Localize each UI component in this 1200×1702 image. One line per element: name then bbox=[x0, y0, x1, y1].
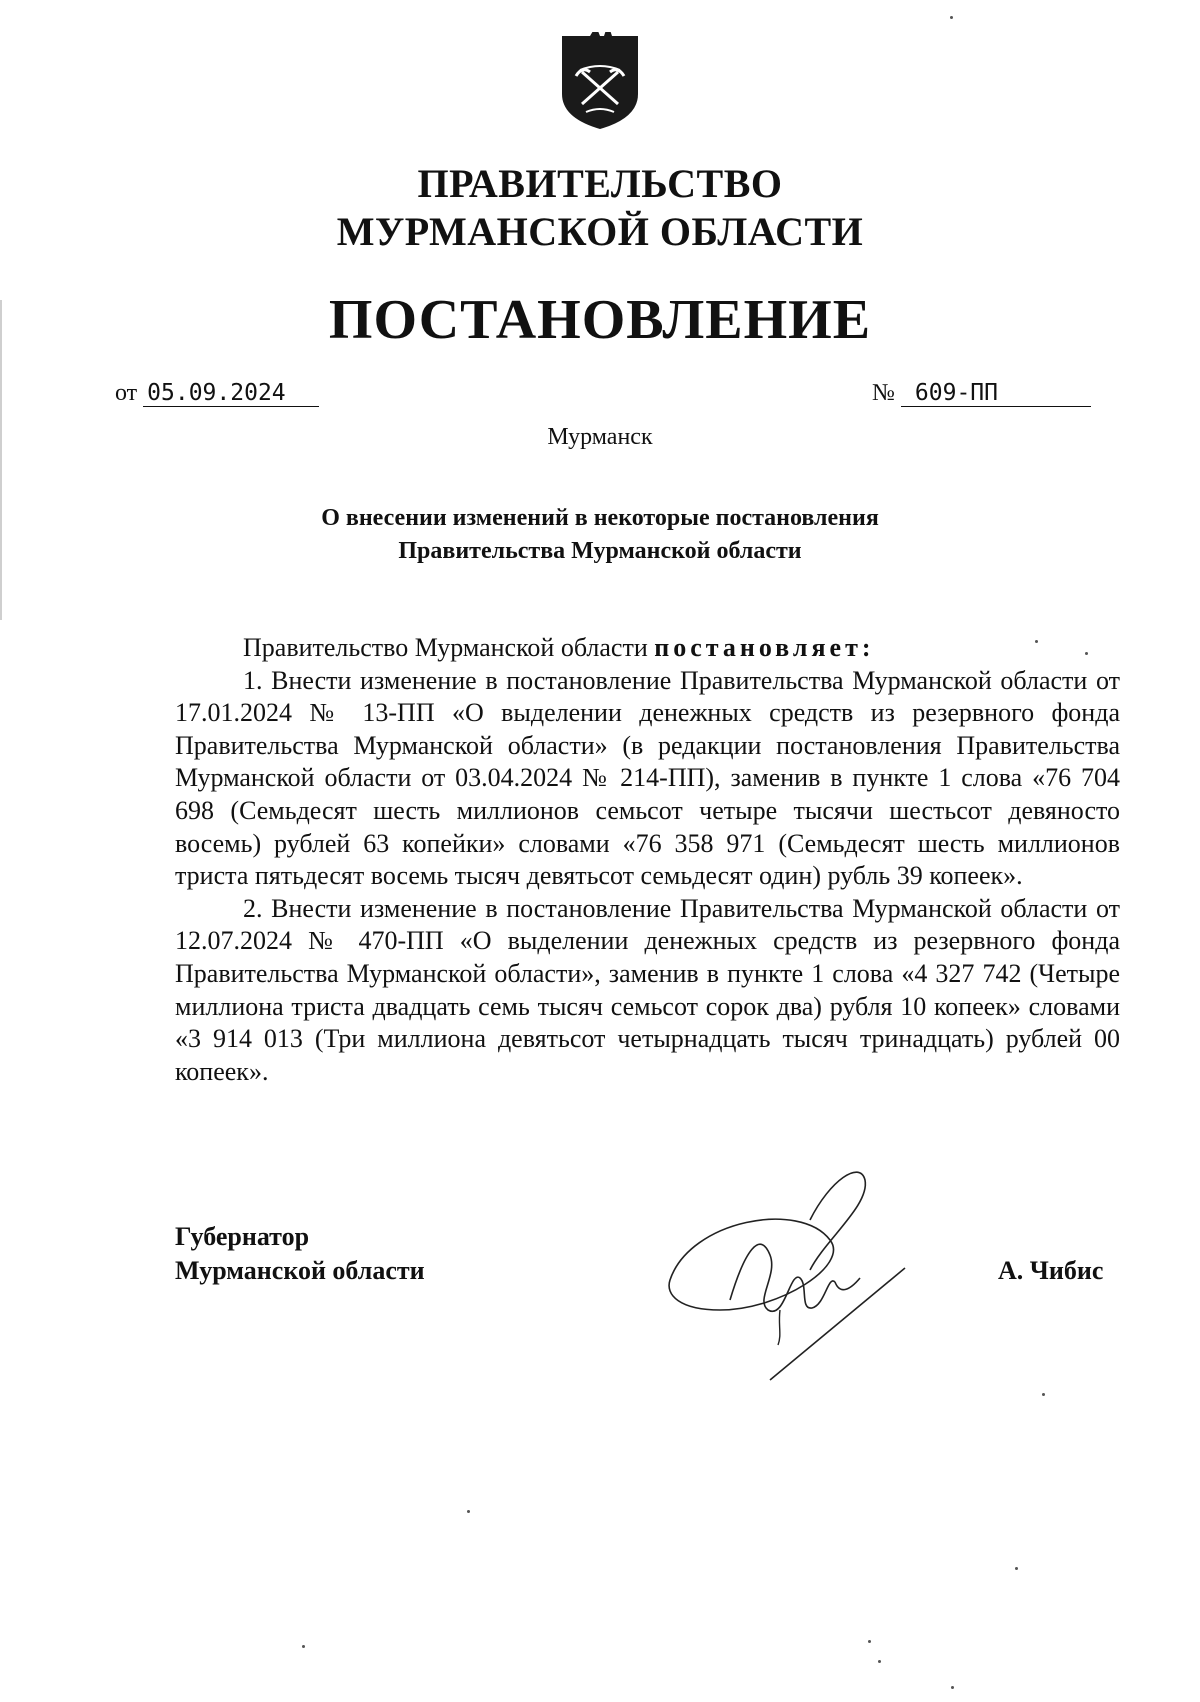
document-body bbox=[175, 632, 1120, 1088]
coat-of-arms-icon bbox=[558, 32, 642, 132]
document-subject bbox=[200, 502, 1000, 568]
scan-speck bbox=[467, 1510, 470, 1513]
resolves-word: постановляет: bbox=[654, 633, 875, 662]
city: Мурманск bbox=[547, 424, 653, 450]
org-line-1: ПРАВИТЕЛЬСТВО bbox=[417, 161, 783, 206]
paragraph-1: 1. Внести изменение в постановление Правительства Мурманской области от 17.01.2024 № 13-ПП «О выделении денежных средств из резервного фонда Правительства Мурманской области» (в редакции постановления Правительства Мурманской области от 03.04.2024 № 214-ПП), заменив в пункте 1 слова «76 704 698 (Семьдесят шесть миллионов семьсот четыре тысячи шестьсот девяносто восемь) рублей 63 копейки» словами «76 358 971 (Семьдесят шесть миллионов триста пятьдесят восемь тысяч девятьсот семьдесят один) рубль 39 копеек». bbox=[175, 665, 1120, 891]
paragraph-2: 2. Внести изменение в постановление Правительства Мурманской области от 12.07.2024 № 470-ПП «О выделении денежных средств из резервного фонда Правительства Мурманской области», заменив в пункте 1 слова «4 327 742 (Четыре миллиона триста двадцать семь тысяч семьсот сорок два) рубля 10 копеек» словами «3 914 013 (Три миллиона девятьсот четырнадцать тысяч тринадцать) рублей 00 копеек». bbox=[175, 893, 1120, 1086]
scan-speck bbox=[1042, 1393, 1045, 1396]
scan-speck bbox=[868, 1640, 871, 1643]
number-prefix: № bbox=[872, 380, 895, 406]
scan-speck bbox=[302, 1645, 305, 1648]
scan-speck bbox=[1085, 652, 1088, 655]
scan-speck bbox=[950, 16, 953, 19]
subject-line-1: О внесении изменений в некоторые постановления bbox=[321, 505, 879, 531]
intro-paragraph bbox=[175, 632, 1120, 665]
scan-speck bbox=[951, 1686, 954, 1689]
signer-title-line-2: Мурманской области bbox=[175, 1256, 425, 1285]
number-value: 609-ПП bbox=[901, 380, 1091, 407]
signer-title-line-1: Губернатор bbox=[175, 1222, 310, 1251]
document-type: ПОСТАНОВЛЕНИЕ bbox=[328, 289, 872, 351]
scan-edge-mark bbox=[0, 300, 2, 620]
org-line-2: МУРМАНСКОЙ ОБЛАСТИ bbox=[336, 209, 864, 254]
date-line bbox=[115, 380, 319, 410]
scan-speck bbox=[1035, 640, 1038, 643]
signer-title bbox=[175, 1220, 425, 1288]
organization-name bbox=[200, 160, 1000, 256]
date-value: 05.09.2024 bbox=[143, 380, 319, 407]
signer-name: А. Чибис bbox=[998, 1256, 1104, 1285]
scan-speck bbox=[1015, 1567, 1018, 1570]
subject-line-2: Правительства Мурманской области bbox=[398, 538, 802, 564]
date-prefix: от bbox=[115, 380, 138, 406]
scan-speck bbox=[878, 1660, 881, 1663]
intro-text: Правительство Мурманской области bbox=[243, 633, 655, 662]
number-line bbox=[872, 380, 1091, 410]
signature-image bbox=[660, 1160, 920, 1390]
